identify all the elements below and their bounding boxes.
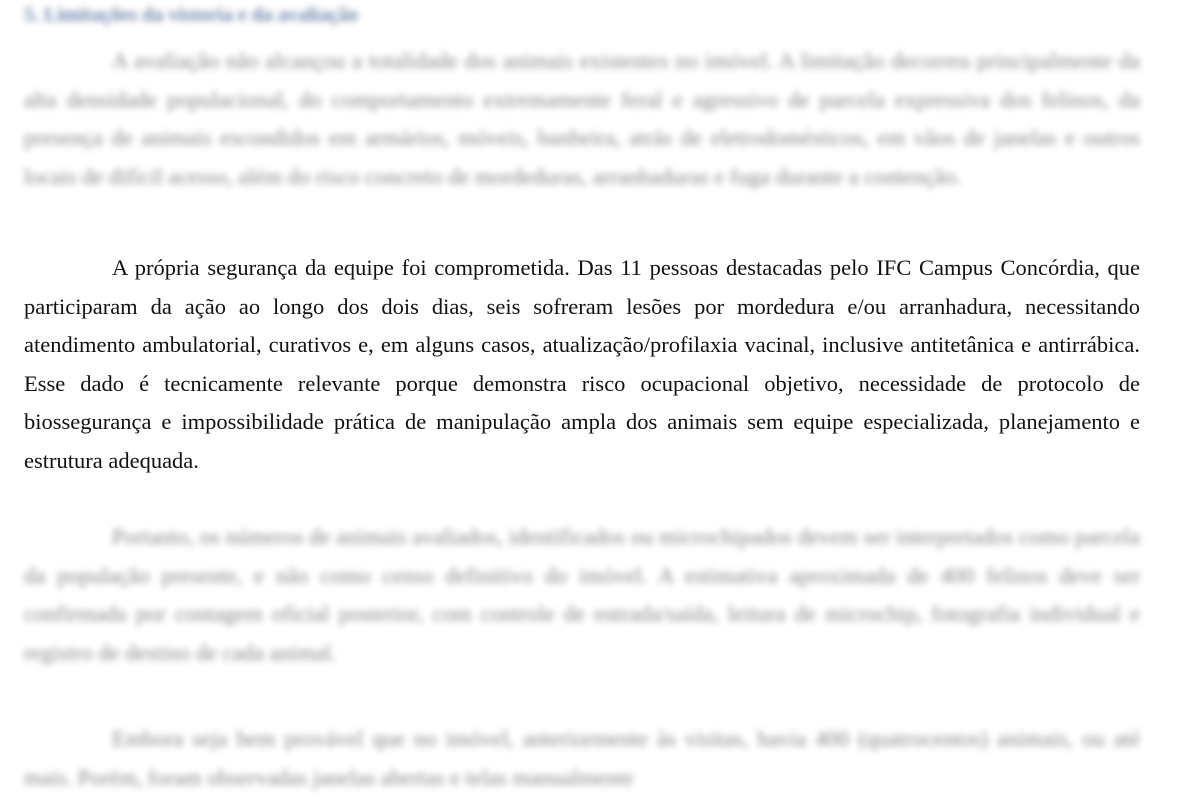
- focused-paragraph: A própria segurança da equipe foi comprometida. Das 11 pessoas destacadas pelo IFC Campus Concórdia, que participaram da ação ao longo dos dois dias, seis sofreram lesões por mordedura e/ou arranhadura, necessitando atendimento ambulatorial, curativos e, em alguns casos, atualização/profilaxia vacinal, inclusive antitetânica e antirrábica. Esse dado é tecnicamente relevante porque demonstra risco ocupacional objetivo, necessidade de protocolo de biossegurança e impossibilidade prática de manipulação ampla dos animais sem equipe especializada, planejamento e estrutura adequada.: [24, 255, 1140, 473]
- blurred-paragraph-1: A avaliação não alcançou a totalidade dos animais existentes no imóvel. A limitação decorreu principalmente da alta densidade populacional, do comportamento extremamente feral e agressivo de parcela expressiva dos felinos, da presença de animais escondidos em armários, móveis, banheira, atrás de eletrodomésticos, em vãos de janelas e outros locais de difícil acesso, além do risco concreto de mordeduras, arranhaduras e fuga durante a contenção.: [24, 48, 1140, 189]
- blurred-paragraph-3: Portanto, os números de animais avaliados, identificados ou microchipados devem ser interpretados como parcela da população presente, e não como censo definitivo do imóvel. A estimativa aproximada de 400 felinos deve ser confirmada por contagem oficial posterior, com controle de entrada/saída, leitura de microchip, fotografia individual e registro de destino de cada animal.: [24, 524, 1140, 665]
- blurred-paragraph-4: Embora seja bem provável que no imóvel, anteriormente às visitas, havia 400 (quatrocentos) animais, ou até mais. Porém, foram observadas janelas abertas e telas manualmente: [24, 726, 1140, 790]
- section-heading: 5. Limitações da vistoria e da avaliação: [24, 4, 358, 26]
